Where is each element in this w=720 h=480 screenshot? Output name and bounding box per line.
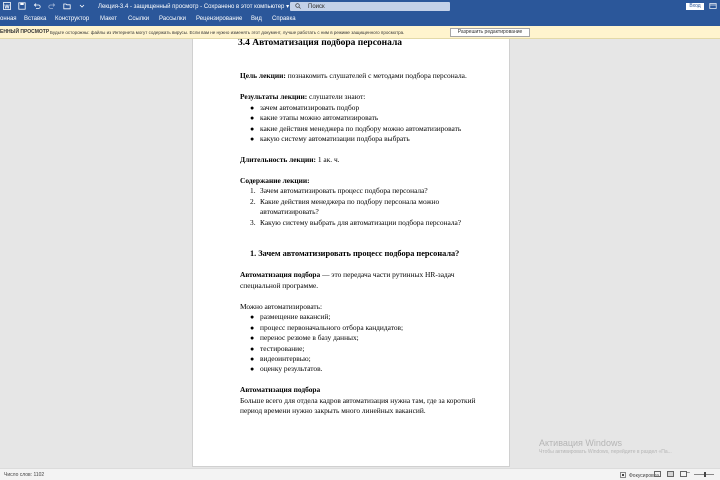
redo-icon[interactable] [48, 2, 56, 10]
list-item: какую систему автоматизации подбора выбрать [260, 134, 410, 143]
bullet-icon: ● [250, 125, 255, 133]
focus-icon [620, 472, 626, 480]
results-label: Результаты лекции: [240, 92, 308, 101]
tab-help[interactable]: Справка [272, 16, 296, 22]
list-item: какие этапы можно автоматизировать [260, 113, 379, 122]
goal-text: познакомить слушателей с методами подбора персонала. [285, 71, 467, 80]
word-icon [3, 2, 11, 10]
bullet-icon: ● [250, 313, 255, 321]
definition-line [240, 270, 454, 281]
definition-label: Автоматизация подбора [240, 270, 321, 279]
definition-text: — это передача части рутинных HR-задач [320, 270, 455, 279]
contents-label: Содержание лекции: [240, 176, 310, 185]
list-item: какие действия менеджера по подбору можно автоматизировать [260, 124, 462, 133]
list-number: 2. [250, 197, 256, 206]
list-item: процесс первоначального отбора кандидатов; [260, 323, 404, 332]
bullet-icon: ● [250, 334, 255, 342]
open-icon[interactable] [63, 2, 71, 10]
list-item: зачем автоматизировать подбор [260, 103, 360, 112]
tab-references[interactable]: Ссылки [128, 16, 150, 22]
word-count[interactable]: Число слов: 1102 [4, 472, 45, 478]
goal-label: Цель лекции: [240, 71, 286, 80]
status-bar [0, 468, 720, 480]
ribbon-display-options-icon[interactable] [708, 2, 717, 11]
section-heading: 1. Зачем автоматизировать процесс подбора персонала? [250, 249, 460, 258]
title-bar [0, 0, 720, 13]
duration-label: Длительность лекции: [240, 155, 316, 164]
list-item: Какие действия менеджера по подбору персонала можно [260, 197, 440, 206]
document-heading: 3.4 Автоматизация подбора персонала [238, 39, 403, 48]
list-item: видеоинтервью; [260, 354, 311, 363]
list-item: Какую систему выбрать для автоматизации подбора персонала? [260, 218, 462, 227]
login-button[interactable]: Вход [686, 3, 704, 10]
bullet-icon: ● [250, 345, 255, 353]
search-icon [295, 3, 301, 11]
enable-editing-button[interactable]: Разрешить редактирование [450, 28, 530, 37]
paragraph-line: Больше всего для отдела кадров автоматизация нужна там, где за короткий [240, 396, 476, 405]
document-page[interactable] [192, 39, 510, 467]
read-mode-icon[interactable] [654, 471, 661, 477]
list-item: размещение вакансий; [260, 312, 331, 321]
bullet-icon: ● [250, 365, 255, 373]
document-title[interactable]: Лекция-3.4 - защищенный просмотр - Сохранено в этот компьютер ▾ [98, 4, 290, 10]
duration-text: 1 ак. ч. [316, 155, 340, 164]
customize-icon[interactable] [78, 2, 86, 10]
search-box[interactable] [290, 2, 450, 11]
tab-insert[interactable]: Вставка [24, 16, 47, 22]
protected-view-bar [0, 26, 720, 39]
zoom-out-button[interactable]: − [686, 470, 691, 477]
tab-mailings[interactable]: Рассылки [159, 16, 186, 22]
list-number: 3. [250, 218, 256, 227]
protected-view-label: ЕННЫЙ ПРОСМОТР [0, 29, 50, 35]
undo-icon[interactable] [33, 2, 41, 10]
duration-line [240, 155, 340, 166]
bullet-icon: ● [250, 104, 255, 112]
list-item-continued: автоматизировать? [260, 207, 319, 216]
bullet-icon: ● [250, 355, 255, 363]
results-line [240, 92, 365, 103]
list-item: оценку результатов. [260, 364, 323, 373]
svg-text:W: W [4, 4, 10, 10]
paragraph-line: период времени нужно закрыть много линейных вакансий. [240, 406, 426, 415]
activation-watermark-title: Активация Windows [539, 438, 622, 448]
activation-watermark-subtitle: Чтобы активировать Windows, перейдите в раздел «Па... [539, 449, 672, 455]
document-canvas[interactable] [0, 39, 720, 468]
tab-layout[interactable]: Макет [100, 16, 117, 22]
zoom-slider[interactable] [694, 474, 714, 475]
zoom-slider-handle[interactable] [704, 472, 706, 477]
goal-line [240, 71, 467, 82]
tab-design[interactable]: Конструктор [55, 16, 90, 22]
list-item: перенос резюме в базу данных; [260, 333, 359, 342]
print-layout-icon[interactable] [667, 471, 674, 477]
search-input[interactable]: Поиск [308, 3, 325, 10]
bullet-icon: ● [250, 324, 255, 332]
quick-access-toolbar [3, 2, 86, 10]
view-buttons [654, 471, 687, 477]
list-number: 1. [250, 186, 256, 195]
results-text: слушатели знают: [307, 92, 366, 101]
tab-home[interactable]: онная [0, 16, 17, 22]
protected-view-message: Будьте осторожны: файлы из Интернета могут содержать вирусы. Если вам не нужно изменять этот документ, лучше работать с ним в режиме защищенного просмотра. [50, 30, 405, 35]
list-item: тестирование; [260, 344, 305, 353]
subheading: Автоматизация подбора [240, 385, 321, 394]
tab-review[interactable]: Рецензирование [196, 16, 243, 22]
save-icon[interactable] [18, 2, 26, 10]
bullet-icon: ● [250, 114, 255, 122]
bullet-icon: ● [250, 135, 255, 143]
tab-view[interactable]: Вид [251, 16, 262, 22]
definition-line-2: специальной программе. [240, 281, 319, 290]
ribbon-tabs [0, 13, 720, 26]
list-item: Зачем автоматизировать процесс подбора персонала? [260, 186, 428, 195]
can-automate-label: Можно автоматизировать: [240, 302, 323, 311]
focus-label: Фокусировка [629, 473, 659, 479]
